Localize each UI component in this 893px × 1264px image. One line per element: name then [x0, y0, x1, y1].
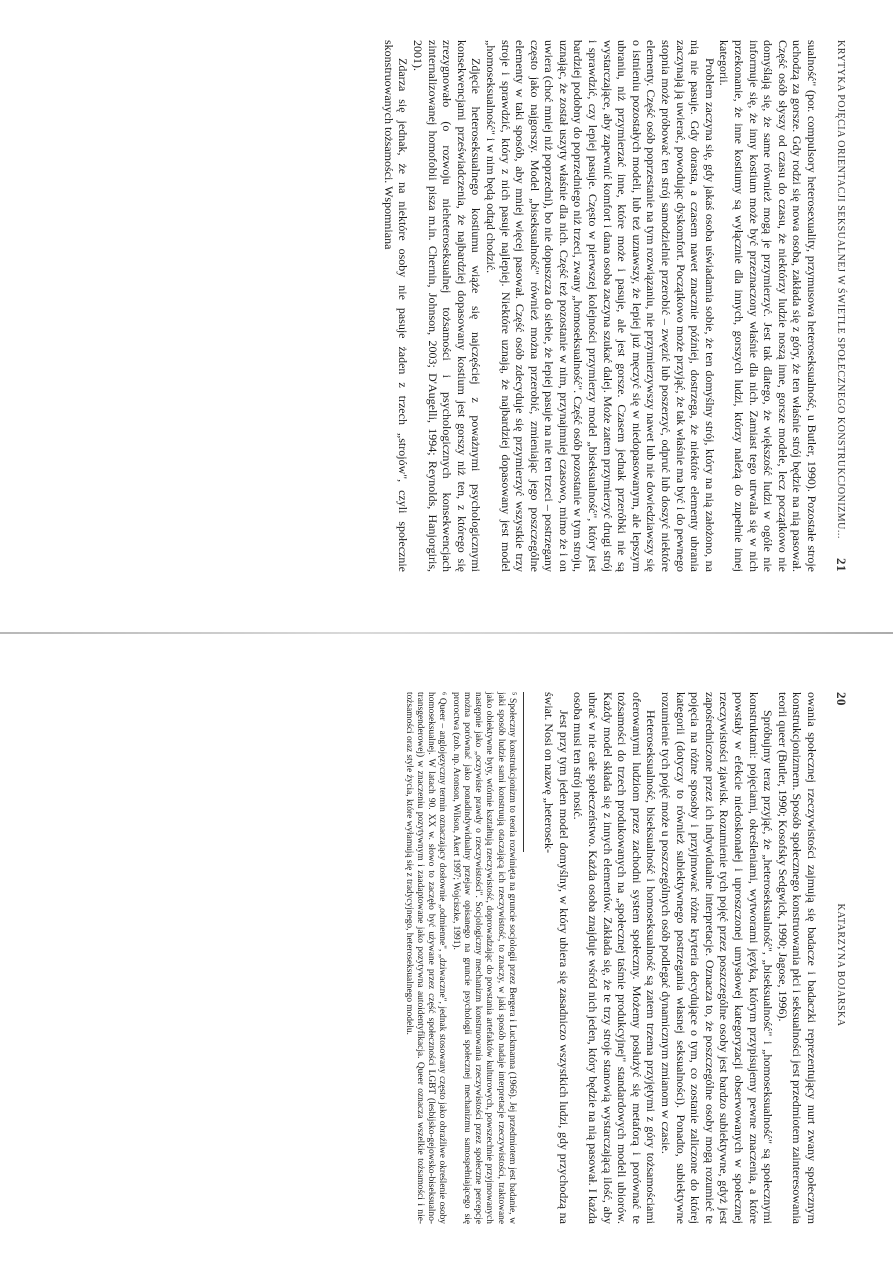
paragraph: Zdarza się jednak, że na niektóre osoby nie pasuje żaden z trzech „strojów", czyli społecznie skonstruowanych tożsamości. Wspomniana — [381, 40, 411, 572]
page-number: 21 — [834, 558, 849, 572]
footnotes — [403, 692, 517, 1224]
paragraph: Zdjęcie heteroseksualnego kostiumu wiąże się najczęściej z poważnymi psychologicznymi konsekwencjami przeświadczenia, że najbardziej dopasowany kostium jest gorszy niż ten, z którego się zrezygnowało (o rozwoju nieheteroseksualnej tożsamości i psychologicznych konsekwencjach zinternalizowanej homofobii pisza m.in. Chernin, Johnson, 2003; D'Augelli, 1994; Reynolds, Hanjorgiris, 2001). — [410, 40, 484, 572]
page-20-rotated-content — [0, 632, 893, 1264]
page-number: 20 — [834, 692, 849, 706]
footnote-rule — [523, 692, 524, 852]
paragraph: sualność" (por. compulsory heterosexuality, przymusowa heteroseksualność, u Butler, 1990). Pozostałe stroje uchodzą za gorsze. Gdy rodzi się nowa osoba, zakłada się z góry, że ten właśnie strój będzie na nią pasował. Część osób słyszy od czasu do czasu, że niektórzy ludzie noszą inne, gorsze modele, lecz początkowo nie domyślają się, że same również mogą je przymierzyć. Jest tak dlatego, że większość ludzi w ogóle nie informuje się, że inny kostium może być przeznaczony właśnie dla nich. Zamiast tego utrwala się w nich przekonanie, że inne kostiumy są wyłącznie dla innych, gorszych ludzi, którzy należą do zupełnie innej kategorii. — [717, 40, 819, 572]
footnote: ⁵ Społeczny konstrukcjonizm to teoria rozwinięta na gruncie socjologii przez Bergera i Luckmanna (1966). Jej przedmiotem jest badanie, w jaki sposób ludzie sami konstruują otaczającą ich rzeczywistość, to znaczy, w jaki sposób nadaje interpretacje rzeczywistości, traktowane jako obiektywne byty, wtórnie kształtują rzeczywistość, doprowadzając do powstania artefaktów kulturowych, powszechnie przyjmowanych następnie jako „oczywiste prawdy o rzeczywistości". Socjologiczny mechanizm konstruowania rzeczywistości przez społeczne percepcje można porównać jako ponadindywidualny przejaw opisanego na gruncie psychologii społecznej mechanizmu samospełniającego się proroctwa (zob. np. Aronson, Wilson, Akert 1997; Wojciszke, 1991). — [450, 692, 517, 1224]
paragraph: Problem zaczyna się, gdy jakaś osoba uświadamia sobie, że ten domyślny strój, który na nią założono, na nią nie pasuje. Gdy dorasta, a czasem nawet znacznie później, dostrzega, że niektóre elementy ubrania zaczynają ją uwierać, powodując dyskomfort. Początkowo może przyjąć, że tak właśnie ma być i do pewnego stopnia może próbować ten strój samodzielnie przerobić – zwęzić lub poszerzyć, odpruć lub doszyć niektóre elementy. Część osób poprzestanie na tym rozwiązaniu, nie przymierzywszy nawet lub nie dowiedziawszy się o istnieniu pozostałych modeli, lub też uznawszy, że lepiej już męczyć się w niedopasowanym, ale lepszym ubraniu, niż przymierzać inne, które może i pasuje, ale jest gorsze. Czasem jednak przeróbki nie są wystarczające, aby zapewnić komfort i dana osoba zaczyna szukać dalej. Może zatem przymierzyć drugi strój i sprawdzić, czy lepiej pasuje. Często w pierwszej kolejności przymierzy model „biseksualność", który jest bardziej podobny do poprzedniego niż trzeci, zwany „homoseksualność". Część osób pozostanie w tym stroju, uznając, że został uszyty właśnie dla nich. Część też pozostanie w nim, przynajmniej czasowo, mimo że i on uwiera (choć mniej niż poprzedni), bo nie dopuszcza do siebie, że lepiej pasuje na nie ten trzeci – postrzegany często jako najgorszy. Model „biseksualność" również można przerobić, zmieniając jego poszczególne elementy w taki sposób, aby mniej więcej pasował. Część osób zdecyduje się przymierzyć wszystkie trzy stroje i sprawdzić, który z nich pasuje najlepiej. Niektóre uznają, że najbardziej dopasowany jest model „homoseksualność" i w nim będą odtąd chodzić. — [483, 40, 717, 572]
footnote: ⁶ Queer – anglojęzyczny termin oznaczający dosłownie „odmienne", „dziwaczne", jednak stosowany często jako obraźliwe określenie osoby homoseksualnej. W latach 90. XX w. słowo to zaczęło być używane przez część społeczności LGBT (lesbijsko-gejowsko-biseksualno-transgenderowej) w znaczeniu pozytywnym i zaadaptowane jako pozytywna autoidentyfikacja. Queer oznacza wszelkie tożsamości i nie-tożsamości oraz style życia, które wyłamują się z tradycyjnego, heteroseksualnego modelu. — [403, 692, 448, 1224]
running-head-title: KRYTYKA POJĘCIA ORIENTACJI SEKSUALNEJ W ŚWIETLE SPOŁECZNEGO KONSTRUKCJONIZMU... — [835, 40, 847, 539]
running-header — [833, 40, 849, 572]
paragraph: Jest przy tym jeden model domyślny, w który ubiera się zasadniczo wszystkich ludzi, gdy przychodzą na świat. Nosi on nazwę „heterosek- — [542, 692, 571, 1224]
body-text — [542, 692, 819, 1224]
page-20 — [0, 632, 893, 1264]
body-text — [381, 40, 819, 572]
running-header — [833, 692, 849, 1224]
paragraph: Spróbujmy teraz przyjąć, że „heteroseksualność", „biseksualność" i „homoseksualność" są społecznymi konstruktami: pojęciami, określeniami, wytworami języka, którym przypisujemy pewne znaczenia, a które powstały w efekcie niedoskonałej i uproszczonej umysłowej kategoryzacji obserwowanych w społecznej rzeczywistości zjawisk. Rozumienie tych pojęć przez poszczególne osoby jest bardzo subiektywne, gdyż jest zapośredniczone przez ich indywidualne interpretacje. Oznacza to, że poszczególne osoby mogą rozumieć te pojęcia na różne sposoby i przyjmować różne kryteria decydujące o tym, co zostanie zaliczone do której kategorii (dotyczy to również subiektywnego postrzegania własnej seksualności). Ponadto, subiektywne rozumienie tych pojęć może u poszczególnych osób podlegać dynamicznym zmianom w czasie. — [659, 692, 776, 1224]
page-gutter — [0, 632, 893, 634]
paragraph: owania społecznej rzeczywistości zajmują się badacze i badaczki reprezentujący nurt zwany społecznym konstrukcjonizmem. Sposób społecznego konstruowania płci i seksualności jest przedmiotem zainteresowania teorii queer (Butler, 1990; Kosofsky Sedgwick, 1990; Jagose, 1996). — [775, 692, 819, 1224]
paragraph: Heteroseksualność, biseksualność i homoseksualność są zatem trzema przyjętymi z góry tożsamościami oferowanymi ludziom przez zachodni system społeczny. Możemy posłużyć się metaforą i porównać te tożsamości do trzech produkowanych na „społecznej taśmie produkcyjnej" standardowych modeli ubiorów. Każdy model składa się z innych elementów. Zakłada się, że te trzy stroje stanowią wystarczającą ilość, aby ubrać w nie całe społeczeństwo. Każda osoba znajduje wśród nich jeden, który będzie na nią pasował. I każda osoba musi ten strój nosić. — [571, 692, 659, 1224]
running-head-author: KATARZYNA BOJARSKA — [835, 903, 847, 1027]
